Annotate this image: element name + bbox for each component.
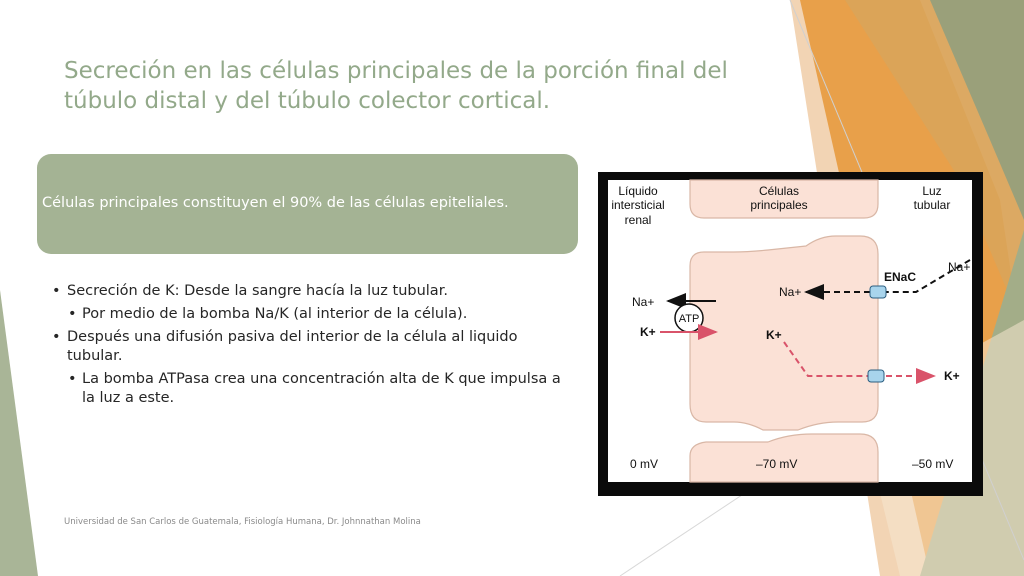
label-na-lumen: Na+ (948, 260, 971, 274)
bullet-text: Después una difusión pasiva del interior de la célula al liquido tubular. (67, 329, 518, 364)
k-channel (868, 370, 884, 382)
slide-title-line-1: Secreción en las células principales de la porción final del (64, 58, 728, 84)
label-voltage-lumen: –50 mV (912, 457, 954, 471)
slide-title (64, 56, 764, 116)
label-voltage-left: 0 mV (630, 457, 659, 471)
bullet-item (52, 282, 572, 301)
bullet-item (52, 328, 572, 366)
label-luz: Luz (922, 184, 942, 198)
callout-box (37, 154, 578, 254)
left-green-accent (0, 290, 38, 576)
bullet-text: Por medio de la bomba Na/K (al interior de la célula). (82, 306, 468, 322)
sub-bullet-item (52, 370, 572, 408)
sub-bullet-item (52, 305, 572, 324)
enac-channel (870, 286, 886, 298)
label-na-cell: Na+ (779, 285, 802, 299)
callout-text: Células principales constituyen el 90% de las células epiteliales. (42, 195, 509, 211)
bullet-marker: • (52, 329, 61, 345)
label-enac: ENaC (884, 270, 917, 284)
bullet-text: La bomba ATPasa crea una concentración alta de K que impulsa a la luz a este. (82, 371, 561, 406)
label-intersticial: intersticial (611, 198, 665, 212)
label-k-left: K+ (640, 325, 656, 339)
principal-cell (690, 236, 878, 430)
bullet-text: Secreción de K: Desde la sangre hacía la luz tubular. (67, 283, 448, 299)
bullet-marker: • (52, 283, 61, 299)
label-celulas: Células (758, 184, 800, 198)
label-k-cell: K+ (766, 328, 782, 342)
label-principales: principales (750, 198, 808, 212)
label-renal: renal (624, 213, 652, 227)
label-liquido: Líquido (618, 184, 658, 198)
bullet-marker: • (68, 371, 77, 387)
label-voltage-cell: –70 mV (756, 457, 798, 471)
bullet-list (52, 282, 572, 412)
footer-text: Universidad de San Carlos de Guatemala, Fisiología Humana, Dr. Johnnathan Molina (64, 517, 421, 527)
bullet-marker: • (68, 306, 77, 322)
label-k-lumen: K+ (944, 369, 960, 383)
principal-cell-diagram (598, 172, 983, 496)
slide-title-line-2: túbulo distal y del túbulo colector cortical. (64, 88, 551, 114)
label-atp: ATP (678, 313, 700, 325)
label-tubular: tubular (913, 198, 951, 212)
label-na-left: Na+ (632, 295, 655, 309)
